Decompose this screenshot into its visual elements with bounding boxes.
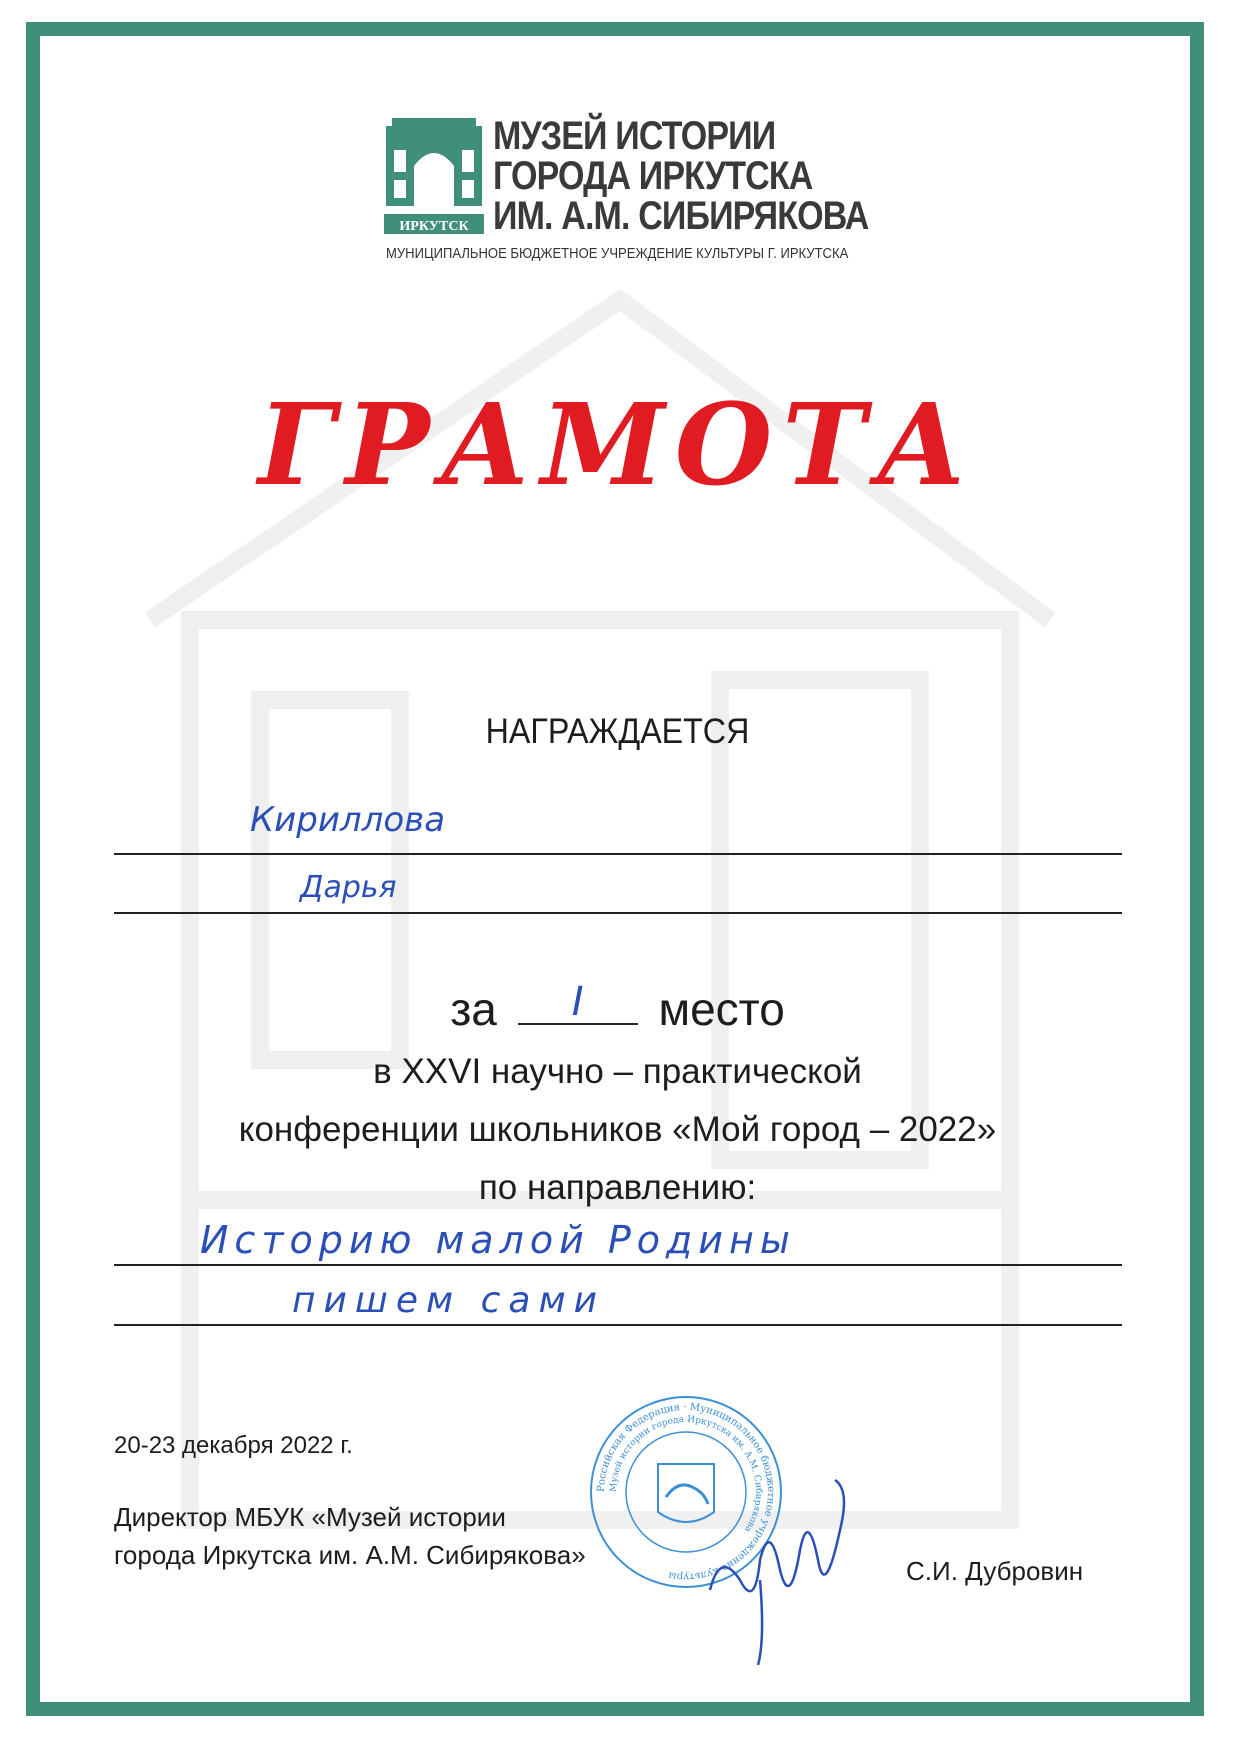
name-line <box>114 853 1122 855</box>
museum-title-line: МУЗЕЙ ИСТОРИИ <box>493 114 776 158</box>
director-line-2: города Иркутска им. А.М. Сибирякова» <box>114 1540 586 1570</box>
direction-line-1: Историю малой Родины <box>200 1218 796 1262</box>
conference-name: конференции школьников «Мой город – 2022» <box>238 1110 997 1149</box>
director-signature-icon <box>700 1440 860 1670</box>
recipient-first-name: Дарья <box>300 870 397 905</box>
director-block <box>114 1498 586 1574</box>
museum-title-line: ГОРОДА ИРКУТСКА <box>493 154 813 198</box>
awarded-label: НАГРАЖДАЕТСЯ <box>485 712 750 751</box>
place-value: I <box>571 979 584 1025</box>
event-date: 20-23 декабря 2022 г. <box>114 1432 353 1459</box>
museum-title-line: ИМ. А.М. СИБИРЯКОВА <box>493 194 869 238</box>
place-row <box>0 979 1235 1036</box>
name-line <box>114 912 1122 914</box>
direction-line <box>114 1324 1122 1326</box>
conference-line: в XXVI научно – практической <box>373 1052 862 1091</box>
place-suffix: место <box>658 983 785 1035</box>
svg-text:ИРКУТСК: ИРКУТСК <box>399 219 469 234</box>
certificate-title: ГРАМОТА <box>258 380 977 511</box>
director-line-1: Директор МБУК «Музей истории <box>114 1502 506 1532</box>
stamp-inner-text: Музей истории города Иркутска им. А.М. Сибирякова <box>608 1414 764 1534</box>
place-prefix: за <box>450 983 497 1035</box>
recipient-surname: Кириллова <box>250 800 446 840</box>
stamp-outer-text: Российская Федерация · Муниципальное бюджетное учреждение культуры <box>595 1401 777 1583</box>
museum-logo-icon <box>384 118 484 238</box>
direction-line-2: пишем сами <box>292 1280 606 1321</box>
direction-label: по направлению: <box>478 1168 757 1207</box>
place-blank <box>518 979 638 1025</box>
museum-subtitle: МУНИЦИПАЛЬНОЕ БЮДЖЕТНОЕ УЧРЕЖДЕНИЕ КУЛЬТУРЫ Г. ИРКУТСКА <box>386 246 849 262</box>
director-name: С.И. Дубровин <box>906 1556 1084 1586</box>
museum-title <box>493 116 868 236</box>
direction-line <box>114 1264 1122 1266</box>
